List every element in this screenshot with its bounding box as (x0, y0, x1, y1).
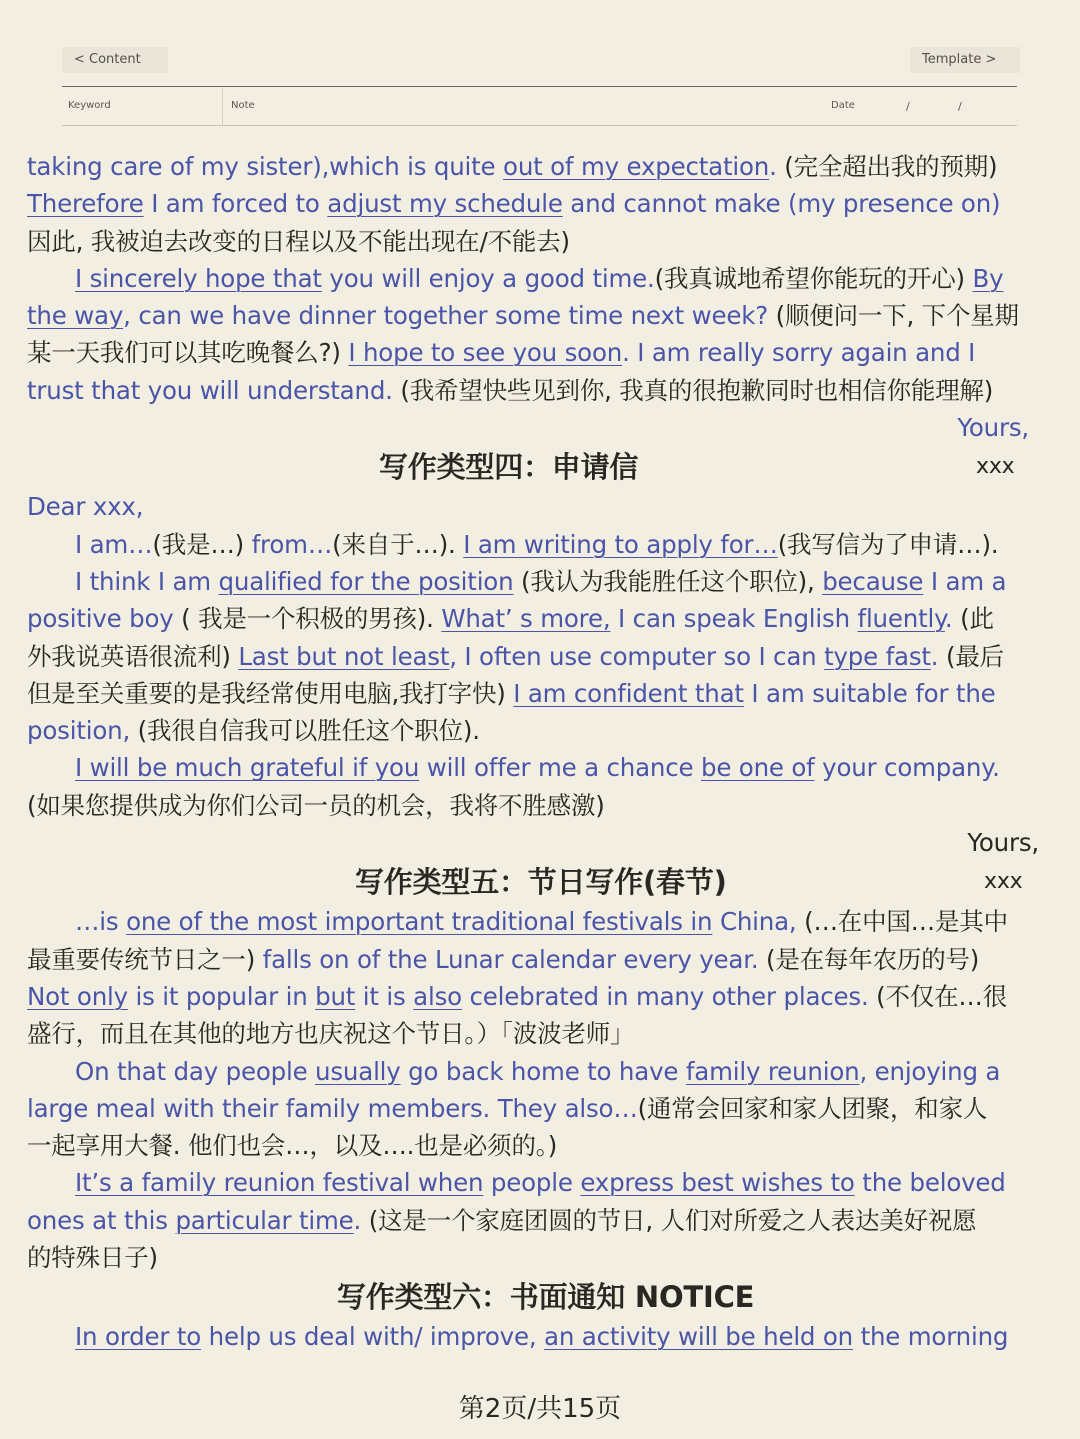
section-heading (27, 1276, 1055, 1318)
underlined-phrase: express best wishes to (580, 1168, 855, 1198)
chinese-text: 一起享用大餐. 他们也会…，以及….也是必须的。) (27, 1131, 558, 1161)
english-text: the beloved (854, 1168, 1006, 1198)
english-text: is it popular in (127, 981, 316, 1011)
heading-text: 写作类型六：书面通知 NOTICE (337, 1280, 755, 1315)
underlined-phrase: Therefore (27, 189, 144, 219)
english-text: On that day people (75, 1056, 316, 1086)
english-text: falls on of the Lunar calendar every year. (262, 944, 767, 974)
chinese-text: 但是至关重要的是我经常使用电脑,我打字快) (27, 678, 514, 708)
text-line (27, 978, 1055, 1015)
column-divider (222, 88, 223, 125)
text-line (27, 1053, 1055, 1090)
english-text: I am… (75, 529, 153, 559)
english-text: . (944, 604, 961, 634)
english-text: you will enjoy a good time. (321, 263, 655, 293)
chinese-text: 某一天我们可以其吃晚餐么?) (27, 338, 349, 368)
page-content (27, 148, 1055, 1356)
page-indicator: 第2页/共15页 (458, 1394, 622, 1424)
english-text: , I often use computer so I can (449, 641, 825, 671)
text-line (27, 1164, 1055, 1201)
underlined-phrase: What’ s more, (441, 604, 611, 634)
text-line (27, 223, 1055, 260)
chinese-text: (来自于…). (332, 529, 464, 559)
english-text: , enjoying a (859, 1056, 1001, 1086)
note-label: Note (231, 100, 255, 111)
chinese-text: ( 我是一个积极的男孩). (181, 604, 442, 634)
english-text: your company. (814, 753, 1000, 783)
chinese-text: (通常会回家和家人团聚，和家人 (637, 1093, 988, 1123)
chinese-text: (顺便问一下, 下个星期 (775, 301, 1019, 331)
english-text: I am suitable for the (743, 678, 996, 708)
english-text: from… (251, 529, 333, 559)
underlined-phrase: In order to (75, 1322, 202, 1352)
english-text: help us deal with/ improve, (201, 1322, 545, 1352)
chinese-text: (完全超出我的预期) (784, 152, 998, 181)
closing-yours: Yours, (957, 413, 1029, 443)
underlined-phrase: usually (315, 1056, 401, 1086)
underlined-phrase: fluently (857, 604, 945, 634)
english-text: Dear xxx, (27, 492, 144, 522)
english-text: . (353, 1205, 369, 1235)
text-line (27, 334, 1055, 371)
underlined-phrase: I will be much grateful if you (75, 753, 420, 783)
english-text: , can we have dinner together some time next week? (123, 301, 776, 331)
chinese-text: (我写信为了申请…). (777, 529, 999, 559)
text-line (27, 563, 1055, 600)
header-subrule (62, 125, 1017, 126)
chinese-text: 最重要传统节日之一) (27, 944, 263, 974)
template-nav-button[interactable]: Template > (910, 47, 1020, 73)
english-text: positive boy (27, 604, 182, 634)
text-line (27, 372, 1055, 409)
underlined-phrase: because (822, 566, 924, 596)
text-line (27, 148, 1055, 185)
english-text: and cannot make (my presence on) (562, 189, 1001, 219)
text-line (27, 903, 1055, 940)
chinese-text: (…在中国…是其中 (804, 907, 1008, 937)
english-text: people (483, 1168, 581, 1198)
english-text: large meal with their family members. They also… (27, 1093, 638, 1123)
text-line (27, 675, 1055, 712)
underlined-phrase: also (413, 981, 462, 1011)
text-line (27, 185, 1055, 222)
chinese-text: (是在每年农历的号) (766, 944, 980, 974)
underlined-phrase: I hope to see you soon (348, 338, 623, 368)
english-text: ones at this (27, 1205, 176, 1235)
chinese-text: (不仅在…很 (876, 981, 1008, 1011)
english-text: celebrated in many other places. (461, 981, 877, 1011)
content-nav-button[interactable]: < Content (62, 47, 168, 73)
text-line (27, 749, 1055, 786)
closing-yours: Yours, (967, 828, 1039, 858)
text-line (27, 941, 1055, 978)
chinese-text: 的特殊日子) (27, 1243, 158, 1273)
underlined-phrase: adjust my schedule (327, 189, 563, 219)
chinese-text: (我真诚地希望你能玩的开心) (654, 263, 973, 293)
english-text: the morning (852, 1322, 1009, 1352)
english-text: . (930, 641, 946, 671)
underlined-phrase: an activity will be held on (544, 1322, 853, 1352)
text-line (27, 1318, 1055, 1355)
underlined-phrase: By (972, 263, 1004, 293)
text-line (27, 638, 1055, 675)
text-line (27, 600, 1055, 637)
chinese-text: 因此, 我被迫去改变的日程以及不能出现在/不能去) (27, 226, 570, 256)
date-label: Date (831, 100, 855, 111)
english-text: I can speak English (610, 604, 858, 634)
underlined-phrase: I am confident that (513, 678, 744, 708)
chinese-text: (我很自信我可以胜任这个职位). (137, 716, 480, 746)
english-text: I am forced to (143, 189, 328, 219)
text-line (27, 260, 1055, 297)
text-line (27, 1239, 1055, 1276)
chinese-text: 外我说英语很流利) (27, 641, 239, 671)
english-text: taking care of my sister),which is quite (27, 152, 504, 181)
chinese-text: (我希望快些见到你, 我真的很抱歉同时也相信你能理解) (400, 375, 994, 405)
text-line (27, 787, 1055, 824)
heading-text: 写作类型五：节日写作(春节) (355, 865, 727, 900)
underlined-phrase: but (315, 981, 356, 1011)
underlined-phrase: It’s a family reunion festival when (75, 1168, 484, 1198)
text-line (27, 1127, 1055, 1164)
text-line (27, 526, 1055, 563)
underlined-phrase: out of my expectation (503, 152, 770, 181)
chinese-text: (此 (960, 604, 994, 634)
english-text: …is (75, 907, 127, 937)
text-line (27, 1202, 1055, 1239)
section-heading (27, 446, 1055, 488)
underlined-phrase: qualified for the position (218, 566, 514, 596)
chinese-text: (我是…) (152, 529, 252, 559)
date-separator: / (906, 100, 910, 113)
underlined-phrase: be one of (700, 753, 815, 783)
underlined-phrase: one of the most important traditional festivals in (126, 907, 713, 937)
text-line (27, 297, 1055, 334)
english-text: go back home to have (400, 1056, 686, 1086)
chinese-text: (如果您提供成为你们公司一员的机会，我将不胜感激) (27, 790, 605, 820)
chinese-text: (我认为我能胜任这个职位), (513, 566, 823, 596)
english-text: . (769, 152, 785, 181)
underlined-phrase: Last but not least (238, 641, 450, 671)
english-text: I am a (923, 566, 1007, 596)
english-text: . I am really sorry again and I (622, 338, 976, 368)
underlined-phrase: the way (27, 301, 124, 331)
text-line (27, 712, 1055, 749)
chinese-text: 盛行，而且在其他的地方也庆祝这个节日。）「波波老师」 (27, 1019, 635, 1049)
underlined-phrase: type fast (824, 641, 931, 671)
chinese-text: (最后 (945, 641, 1004, 671)
text-line (27, 1015, 1055, 1052)
signature-placeholder: xxx (976, 454, 1015, 480)
date-separator: / (958, 100, 962, 113)
english-text: position, (27, 716, 138, 746)
section-heading (27, 861, 1055, 903)
underlined-phrase: family reunion (685, 1056, 860, 1086)
signature-placeholder: xxx (984, 869, 1023, 895)
english-text: it is (355, 981, 414, 1011)
english-text: will offer me a chance (419, 753, 701, 783)
english-text: China, (712, 907, 805, 937)
english-text: I think I am (75, 566, 219, 596)
underlined-phrase: I am writing to apply for… (463, 529, 778, 559)
underlined-phrase: Not only (27, 981, 128, 1011)
underlined-phrase: particular time (175, 1205, 354, 1235)
text-line (27, 1090, 1055, 1127)
text-line (27, 488, 1055, 525)
underlined-phrase: I sincerely hope that (75, 263, 322, 293)
header-rule (62, 86, 1017, 87)
keyword-label: Keyword (68, 100, 111, 111)
english-text: trust that you will understand. (27, 375, 401, 405)
chinese-text: (这是一个家庭团圆的节日, 人们对所爱之人表达美好祝愿 (368, 1205, 977, 1235)
heading-text: 写作类型四：申请信 (379, 450, 639, 485)
